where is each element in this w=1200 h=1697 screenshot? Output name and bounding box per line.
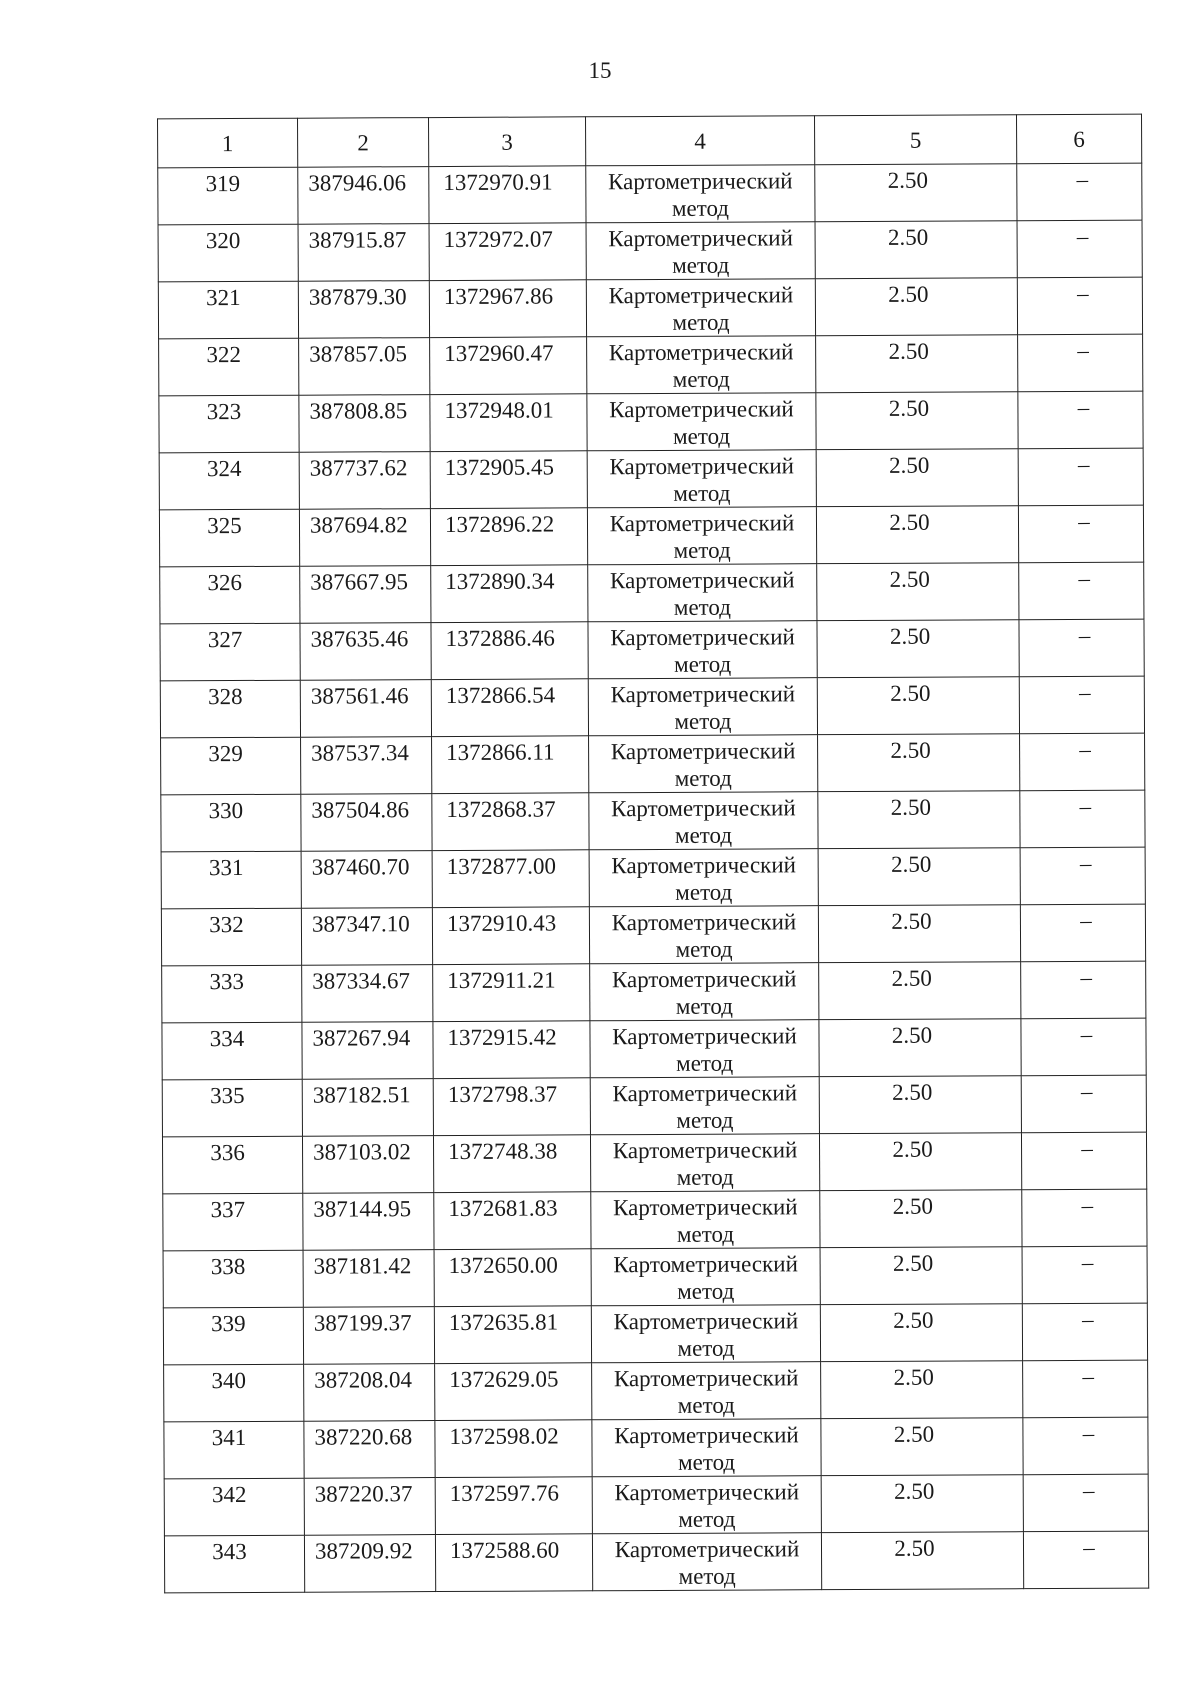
point-number-cell: 334 xyxy=(162,1022,302,1080)
accuracy-cell: 2.50 xyxy=(815,221,1017,279)
accuracy-cell: 2.50 xyxy=(821,1361,1023,1419)
accuracy-cell: 2.50 xyxy=(817,620,1019,678)
table-row xyxy=(162,1018,1146,1080)
table-row xyxy=(159,391,1143,453)
x-coordinate-cell: 387915.87 xyxy=(298,224,429,282)
note-cell: – xyxy=(1022,1189,1147,1247)
x-coordinate-cell: 387220.37 xyxy=(304,1478,435,1536)
y-coordinate-cell: 1372915.42 xyxy=(433,1021,590,1079)
x-coordinate-cell: 387182.51 xyxy=(302,1079,433,1137)
accuracy-cell: 2.50 xyxy=(815,278,1017,336)
point-number-cell: 340 xyxy=(164,1364,304,1422)
accuracy-cell: 2.50 xyxy=(818,905,1020,963)
note-cell: – xyxy=(1020,904,1145,962)
point-number-cell: 332 xyxy=(161,908,301,966)
point-number-cell: 320 xyxy=(158,224,298,282)
accuracy-cell: 2.50 xyxy=(820,1247,1022,1305)
table-row xyxy=(159,334,1143,396)
note-cell: – xyxy=(1020,733,1145,791)
y-coordinate-cell: 1372629.05 xyxy=(435,1363,592,1421)
x-coordinate-cell: 387879.30 xyxy=(298,281,429,339)
y-coordinate-cell: 1372597.76 xyxy=(435,1477,592,1535)
point-number-cell: 335 xyxy=(162,1079,302,1137)
method-cell: Картометрический метод xyxy=(586,165,815,223)
table-header-row xyxy=(158,114,1142,168)
method-cell: Картометрический метод xyxy=(588,564,817,622)
table-row xyxy=(162,1075,1146,1137)
x-coordinate-cell: 387209.92 xyxy=(304,1535,435,1593)
accuracy-cell: 2.50 xyxy=(818,734,1020,792)
note-cell: – xyxy=(1019,619,1144,677)
point-number-cell: 339 xyxy=(163,1307,303,1365)
column-header: 1 xyxy=(158,118,298,168)
table-row xyxy=(161,904,1145,966)
accuracy-cell: 2.50 xyxy=(819,962,1021,1020)
point-number-cell: 337 xyxy=(163,1193,303,1251)
accuracy-cell: 2.50 xyxy=(816,392,1018,450)
point-number-cell: 343 xyxy=(164,1535,304,1593)
column-header: 4 xyxy=(586,116,815,166)
y-coordinate-cell: 1372972.07 xyxy=(429,223,586,281)
y-coordinate-cell: 1372598.02 xyxy=(435,1420,592,1478)
y-coordinate-cell: 1372967.86 xyxy=(429,280,586,338)
accuracy-cell: 2.50 xyxy=(815,164,1017,222)
note-cell: – xyxy=(1023,1360,1148,1418)
point-number-cell: 326 xyxy=(160,566,300,624)
note-cell: – xyxy=(1020,847,1145,905)
point-number-cell: 322 xyxy=(159,338,299,396)
point-number-cell: 323 xyxy=(159,395,299,453)
x-coordinate-cell: 387460.70 xyxy=(301,851,432,909)
x-coordinate-cell: 387144.95 xyxy=(303,1193,434,1251)
table-row xyxy=(164,1474,1148,1536)
accuracy-cell: 2.50 xyxy=(821,1475,1023,1533)
y-coordinate-cell: 1372866.11 xyxy=(432,736,589,794)
note-cell: – xyxy=(1018,334,1143,392)
method-cell: Картометрический метод xyxy=(592,1476,821,1534)
table-row xyxy=(161,790,1145,852)
table-row xyxy=(158,163,1142,225)
point-number-cell: 327 xyxy=(160,623,300,681)
x-coordinate-cell: 387857.05 xyxy=(299,338,430,396)
x-coordinate-cell: 387561.46 xyxy=(300,680,431,738)
note-cell: – xyxy=(1018,505,1143,563)
note-cell: – xyxy=(1022,1303,1147,1361)
column-header: 2 xyxy=(298,118,429,168)
accuracy-cell: 2.50 xyxy=(818,791,1020,849)
y-coordinate-cell: 1372970.91 xyxy=(429,166,586,224)
accuracy-cell: 2.50 xyxy=(821,1532,1023,1590)
y-coordinate-cell: 1372748.38 xyxy=(433,1135,590,1193)
x-coordinate-cell: 387504.86 xyxy=(301,794,432,852)
point-number-cell: 330 xyxy=(161,794,301,852)
accuracy-cell: 2.50 xyxy=(816,506,1018,564)
note-cell: – xyxy=(1020,790,1145,848)
method-cell: Картометрический метод xyxy=(590,1020,819,1078)
x-coordinate-cell: 387537.34 xyxy=(301,737,432,795)
x-coordinate-cell: 387737.62 xyxy=(299,452,430,510)
point-number-cell: 338 xyxy=(163,1250,303,1308)
y-coordinate-cell: 1372886.46 xyxy=(431,622,588,680)
note-cell: – xyxy=(1021,1018,1146,1076)
x-coordinate-cell: 387694.82 xyxy=(299,509,430,567)
note-cell: – xyxy=(1018,391,1143,449)
point-number-cell: 328 xyxy=(160,680,300,738)
x-coordinate-cell: 387103.02 xyxy=(302,1136,433,1194)
note-cell: – xyxy=(1021,1132,1146,1190)
method-cell: Картометрический метод xyxy=(587,393,816,451)
table-row xyxy=(162,961,1146,1023)
method-cell: Картометрический метод xyxy=(591,1191,820,1249)
method-cell: Картометрический метод xyxy=(587,336,816,394)
point-number-cell: 321 xyxy=(158,281,298,339)
method-cell: Картометрический метод xyxy=(590,1077,819,1135)
point-number-cell: 325 xyxy=(159,509,299,567)
method-cell: Картометрический метод xyxy=(589,906,818,964)
note-cell: – xyxy=(1018,448,1143,506)
note-cell: – xyxy=(1022,1246,1147,1304)
method-cell: Картометрический метод xyxy=(589,849,818,907)
note-cell: – xyxy=(1017,163,1142,221)
table-body xyxy=(158,163,1149,1593)
note-cell: – xyxy=(1021,1075,1146,1133)
table-row xyxy=(161,847,1145,909)
page-number: 15 xyxy=(588,58,612,83)
note-cell: – xyxy=(1023,1531,1148,1589)
x-coordinate-cell: 387199.37 xyxy=(303,1307,434,1365)
y-coordinate-cell: 1372948.01 xyxy=(430,394,587,452)
method-cell: Картометрический метод xyxy=(592,1419,821,1477)
method-cell: Картометрический метод xyxy=(589,735,818,793)
y-coordinate-cell: 1372890.34 xyxy=(431,565,588,623)
y-coordinate-cell: 1372911.21 xyxy=(433,964,590,1022)
column-header: 5 xyxy=(815,115,1017,165)
y-coordinate-cell: 1372896.22 xyxy=(430,508,587,566)
y-coordinate-cell: 1372877.00 xyxy=(432,850,589,908)
point-number-cell: 324 xyxy=(159,452,299,510)
method-cell: Картометрический метод xyxy=(587,450,816,508)
table-row xyxy=(163,1246,1147,1308)
y-coordinate-cell: 1372910.43 xyxy=(432,907,589,965)
method-cell: Картометрический метод xyxy=(589,792,818,850)
method-cell: Картометрический метод xyxy=(592,1362,821,1420)
accuracy-cell: 2.50 xyxy=(817,563,1019,621)
note-cell: – xyxy=(1017,277,1142,335)
point-number-cell: 329 xyxy=(161,737,301,795)
note-cell: – xyxy=(1019,676,1144,734)
note-cell: – xyxy=(1023,1474,1148,1532)
point-number-cell: 331 xyxy=(161,851,301,909)
x-coordinate-cell: 387808.85 xyxy=(299,395,430,453)
table-row xyxy=(163,1189,1147,1251)
coordinates-table xyxy=(157,114,1149,1594)
x-coordinate-cell: 387347.10 xyxy=(301,908,432,966)
table-row xyxy=(162,1132,1146,1194)
method-cell: Картометрический метод xyxy=(591,1248,820,1306)
x-coordinate-cell: 387208.04 xyxy=(304,1364,435,1422)
x-coordinate-cell: 387181.42 xyxy=(303,1250,434,1308)
y-coordinate-cell: 1372798.37 xyxy=(433,1078,590,1136)
x-coordinate-cell: 387946.06 xyxy=(298,167,429,225)
method-cell: Картометрический метод xyxy=(587,507,816,565)
accuracy-cell: 2.50 xyxy=(820,1304,1022,1362)
accuracy-cell: 2.50 xyxy=(819,1133,1021,1191)
method-cell: Картометрический метод xyxy=(591,1305,820,1363)
method-cell: Картометрический метод xyxy=(590,1134,819,1192)
table-row xyxy=(164,1531,1148,1593)
table-row xyxy=(158,220,1142,282)
x-coordinate-cell: 387667.95 xyxy=(300,566,431,624)
table-row xyxy=(158,277,1142,339)
method-cell: Картометрический метод xyxy=(592,1533,821,1591)
table-row xyxy=(161,733,1145,795)
table-row xyxy=(164,1417,1148,1479)
y-coordinate-cell: 1372960.47 xyxy=(430,337,587,395)
x-coordinate-cell: 387635.46 xyxy=(300,623,431,681)
accuracy-cell: 2.50 xyxy=(819,1019,1021,1077)
y-coordinate-cell: 1372650.00 xyxy=(434,1249,591,1307)
y-coordinate-cell: 1372868.37 xyxy=(432,793,589,851)
column-header: 6 xyxy=(1016,114,1141,164)
y-coordinate-cell: 1372681.83 xyxy=(434,1192,591,1250)
point-number-cell: 333 xyxy=(162,965,302,1023)
table-row xyxy=(160,562,1144,624)
note-cell: – xyxy=(1023,1417,1148,1475)
method-cell: Картометрический метод xyxy=(588,621,817,679)
method-cell: Картометрический метод xyxy=(586,279,815,337)
note-cell: – xyxy=(1019,562,1144,620)
table-row xyxy=(160,619,1144,681)
accuracy-cell: 2.50 xyxy=(820,1190,1022,1248)
point-number-cell: 341 xyxy=(164,1421,304,1479)
accuracy-cell: 2.50 xyxy=(818,848,1020,906)
table-row xyxy=(164,1360,1148,1422)
point-number-cell: 336 xyxy=(162,1136,302,1194)
method-cell: Картометрический метод xyxy=(590,963,819,1021)
accuracy-cell: 2.50 xyxy=(819,1076,1021,1134)
table-row xyxy=(159,505,1143,567)
accuracy-cell: 2.50 xyxy=(817,677,1019,735)
accuracy-cell: 2.50 xyxy=(816,449,1018,507)
table-row xyxy=(163,1303,1147,1365)
table-row xyxy=(159,448,1143,510)
column-header: 3 xyxy=(429,117,586,167)
y-coordinate-cell: 1372588.60 xyxy=(435,1534,592,1592)
y-coordinate-cell: 1372866.54 xyxy=(431,679,588,737)
point-number-cell: 342 xyxy=(164,1478,304,1536)
note-cell: – xyxy=(1021,961,1146,1019)
y-coordinate-cell: 1372635.81 xyxy=(434,1306,591,1364)
y-coordinate-cell: 1372905.45 xyxy=(430,451,587,509)
method-cell: Картометрический метод xyxy=(588,678,817,736)
method-cell: Картометрический метод xyxy=(586,222,815,280)
accuracy-cell: 2.50 xyxy=(821,1418,1023,1476)
note-cell: – xyxy=(1017,220,1142,278)
point-number-cell: 319 xyxy=(158,167,298,225)
x-coordinate-cell: 387334.67 xyxy=(302,965,433,1023)
x-coordinate-cell: 387220.68 xyxy=(304,1421,435,1479)
table-row xyxy=(160,676,1144,738)
accuracy-cell: 2.50 xyxy=(816,335,1018,393)
x-coordinate-cell: 387267.94 xyxy=(302,1022,433,1080)
